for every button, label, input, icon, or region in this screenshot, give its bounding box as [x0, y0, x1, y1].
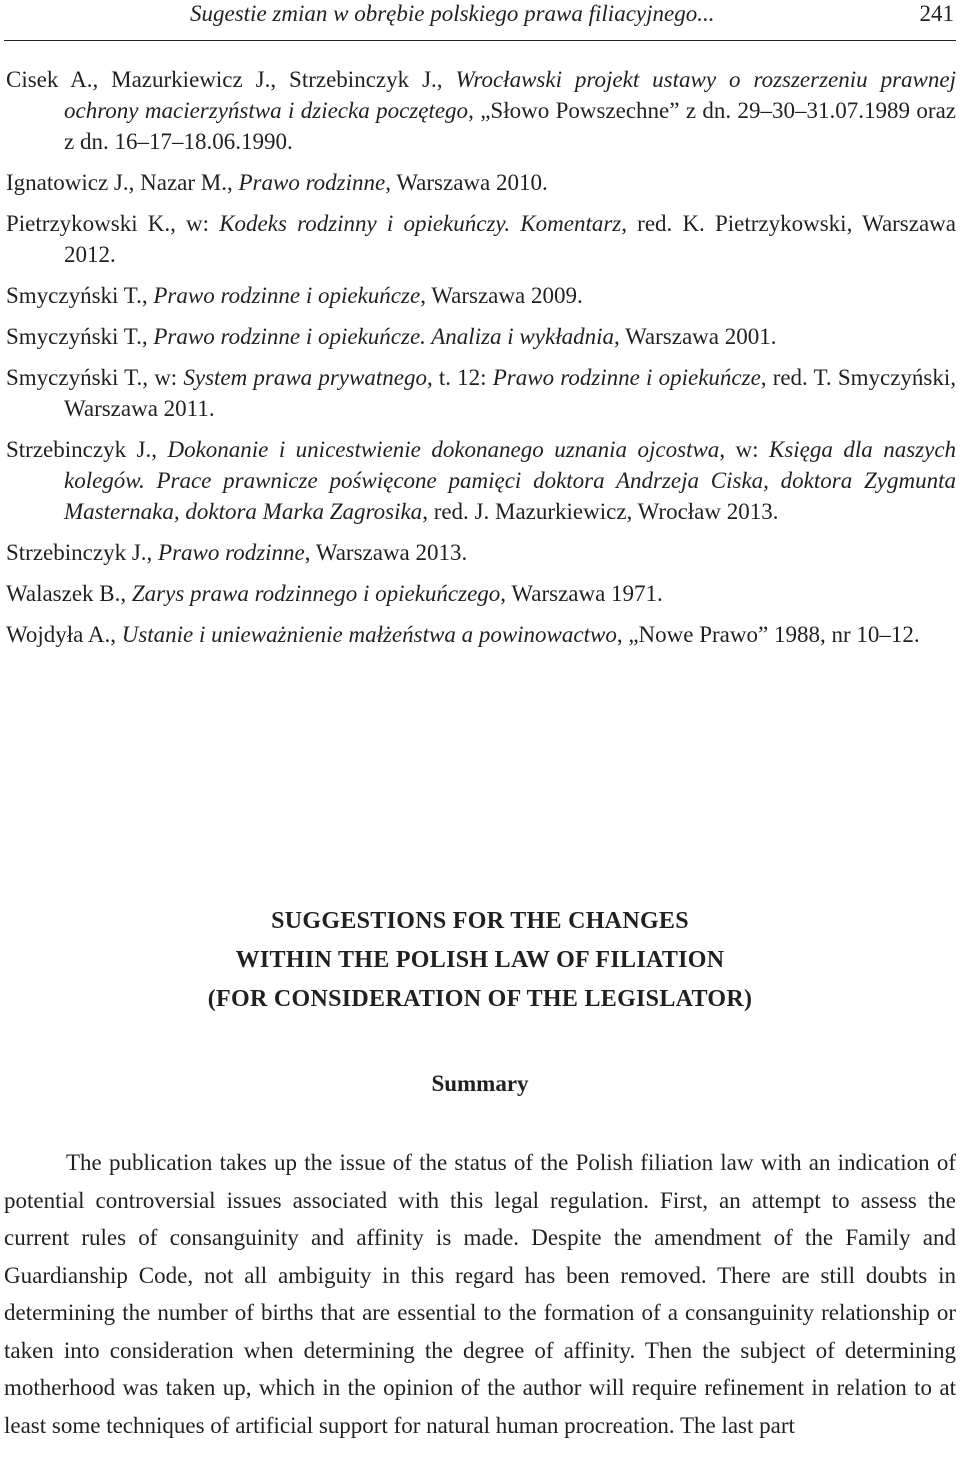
entry-text: , Warszawa 2001.	[613, 324, 777, 349]
running-title: Sugestie zmian w obrębie polskiego prawa filiacyjnego...	[190, 1, 715, 26]
english-title-line-3: (FOR CONSIDERATION OF THE LEGISLATOR)	[207, 986, 753, 1012]
header-rule	[4, 40, 956, 41]
entry-text: , red. J. Mazurkiewicz, Wrocław 2013.	[422, 499, 779, 524]
entry-text: , t. 12:	[426, 365, 493, 390]
entry-title-italic: Kodeks rodzinny i opiekuńczy. Komentarz	[219, 211, 622, 236]
entry-text: Cisek A., Mazurkiewicz J., Strzebinczyk J.,	[6, 67, 456, 92]
bibliography-list	[6, 64, 956, 660]
bibliography-entry	[6, 321, 956, 352]
bibliography-entry	[6, 167, 956, 198]
english-title	[0, 902, 960, 1019]
entry-text: Smyczyński T.,	[6, 324, 154, 349]
english-title-line-1: SUGGESTIONS FOR THE CHANGES	[271, 908, 689, 934]
entry-text: Wojdyła A.,	[6, 622, 122, 647]
entry-text: , „Nowe Prawo” 1988, nr 10–12.	[616, 622, 920, 647]
entry-text: , Warszawa 2013.	[304, 540, 468, 565]
entry-title-italic: Ustanie i unieważnienie małżeństwa a powinowactwo	[121, 622, 617, 647]
bibliography-entry	[6, 578, 956, 609]
entry-title-italic: Prawo rodzinne i opiekuńcze. Analiza i wykładnia	[153, 324, 614, 349]
page-number: 241	[919, 1, 954, 26]
entry-text: , Warszawa 1971.	[500, 581, 663, 606]
entry-text: Walaszek B.,	[6, 581, 132, 606]
entry-title-italic: Prawo rodzinne	[238, 170, 386, 195]
entry-text: Strzebinczyk J.,	[6, 437, 168, 462]
entry-title-italic: Zarys prawa rodzinnego i opiekuńczego	[131, 581, 501, 606]
bibliography-entry	[6, 362, 956, 424]
bibliography-entry	[6, 537, 956, 568]
entry-text: , Warszawa 2009.	[420, 283, 583, 308]
summary-heading: Summary	[431, 1071, 529, 1096]
entry-title-italic: Prawo rodzinne	[158, 540, 305, 565]
entry-title-italic: Dokonanie i unicestwienie dokonanego uznania ojcostwa	[167, 437, 720, 462]
summary-paragraph: The publication takes up the issue of the status of the Polish filiation law with an indication of potential controversial issues associated with this legal regulation. First, an attempt to assess the current rules of consanguinity and affinity is made. Despite the amendment of the Family and Guardianship Code, not all ambiguity in this regard has been removed. There are still doubts in determining the number of births that are essential to the formation of a consanguinity relationship or taken into consideration when determining the degree of affinity. Then the subject of determining motherhood was taken up, which in the opinion of the author will require refinement in relation to at least some techniques of artificial support for natural human procreation. The last part	[4, 1150, 956, 1438]
page-header	[0, 0, 960, 42]
entry-text: , red. K. Pietrzykowski, Warszawa 2012.	[64, 211, 956, 267]
entry-text: Pietrzykowski K., w:	[6, 211, 220, 236]
entry-title-italic: Księga dla naszych kolegów. Prace prawnicze poświęcone pamięci doktora Andrzeja Ciska, doktora Zygmunta Masternaka, doktora Marka Zagrosika	[64, 437, 957, 524]
entry-text: Strzebinczyk J.,	[6, 540, 159, 565]
entry-text: , Warszawa 2010.	[385, 170, 548, 195]
bibliography-entry	[6, 208, 956, 270]
entry-title-italic: System prawa prywatnego	[183, 365, 427, 390]
entry-text: Smyczyński T.,	[6, 283, 154, 308]
entry-title-italic: Wrocławski projekt ustawy o rozszerzeniu prawnej ochrony macierzyństwa i dziecka poczętego	[64, 67, 956, 123]
english-title-line-2: WITHIN THE POLISH LAW OF FILIATION	[235, 947, 725, 973]
entry-text: Smyczyński T., w:	[6, 365, 184, 390]
entry-text: Ignatowicz J., Nazar M.,	[6, 170, 239, 195]
entry-title-italic: Prawo rodzinne i opiekuńcze	[492, 365, 761, 390]
entry-text: , w:	[719, 437, 769, 462]
bibliography-entry	[6, 434, 956, 527]
bibliography-entry	[6, 64, 956, 157]
entry-title-italic: Prawo rodzinne i opiekuńcze	[153, 283, 421, 308]
bibliography-entry	[6, 280, 956, 311]
entry-text: , red. T. Smyczyński, Warszawa 2011.	[64, 365, 957, 421]
entry-text: , „Słowo Powszechne” z dn. 29–30–31.07.1989 oraz z dn. 16–17–18.06.1990.	[64, 98, 957, 154]
bibliography-entry	[6, 619, 956, 650]
